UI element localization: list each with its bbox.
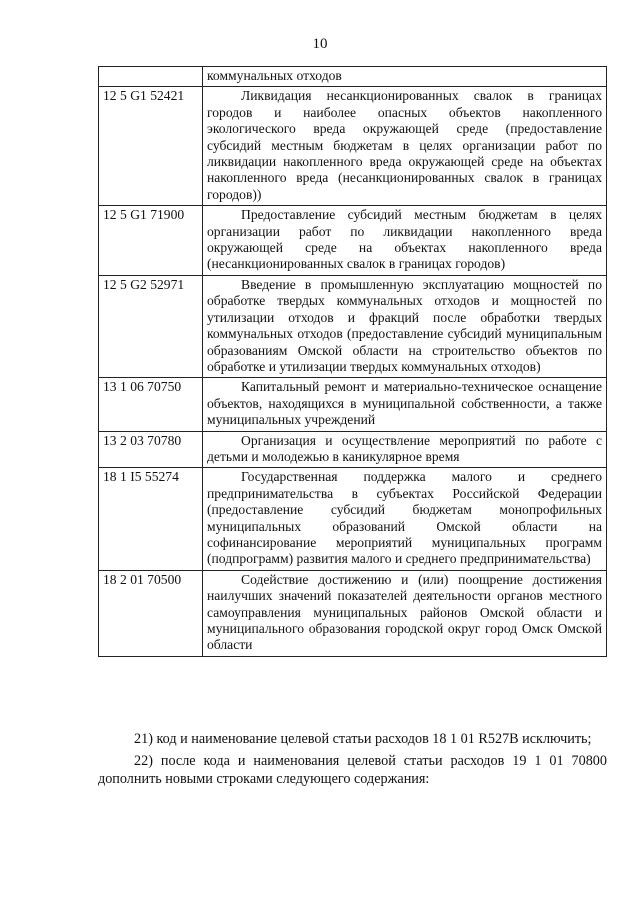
- row-name: Содействие достижению и (или) поощрение достижения наилучших значений показателей деятельности органов местного самоуправления муниципальных районов Омской области и муниципального образования городской округ город Омск Омской области: [203, 570, 607, 656]
- table-row: [99, 275, 607, 377]
- table-row: [99, 67, 607, 87]
- row-name: Предоставление субсидий местным бюджетам в целях организации работ по ликвидации накопленного вреда окружающей среде на объектах накопленного вреда (несанкционированных свалок в границах городов): [203, 206, 607, 276]
- row-code: 18 2 01 70500: [99, 570, 203, 656]
- table-row: [99, 431, 607, 468]
- row-name: Организация и осуществление мероприятий по работе с детьми и молодежью в каникулярное время: [203, 431, 607, 468]
- row-code: 18 1 I5 55274: [99, 468, 203, 570]
- row-code: 13 2 03 70780: [99, 431, 203, 468]
- row-name: Государственная поддержка малого и среднего предпринимательства в субъектах Российской Федерации (предоставление субсидий бюджетам монопрофильных муниципальных образований Омской области на софинансирование мероприятий муниципальных программ (подпрограмм) развития малого и среднего предпринимательства): [203, 468, 607, 570]
- paragraph: 22) после кода и наименования целевой статьи расходов 19 1 01 70800 дополнить новыми строками следующего содержания:: [98, 753, 607, 787]
- paragraph: 21) код и наименование целевой статьи расходов 18 1 01 R527В исключить;: [134, 731, 592, 747]
- amendment-paragraphs: [98, 730, 607, 792]
- page-number: 10: [312, 36, 328, 52]
- row-code: 12 5 G1 71900: [99, 206, 203, 276]
- row-code: [99, 67, 203, 87]
- row-code: 12 5 G2 52971: [99, 275, 203, 377]
- row-code: 13 1 06 70750: [99, 378, 203, 431]
- row-code: 12 5 G1 52421: [99, 87, 203, 206]
- table-row: [99, 378, 607, 431]
- table-row: [99, 87, 607, 206]
- budget-codes-table: [98, 66, 607, 657]
- row-name: Введение в промышленную эксплуатацию мощностей по обработке твердых коммунальных отходов и мощностей по утилизации отходов и фракций после обработки твердых коммунальных отходов (предоставление субсидий муниципальным образованиям Омской области на строительство объектов по обработке и утилизации твердых коммунальных отходов): [203, 275, 607, 377]
- row-name: коммунальных отходов: [203, 67, 607, 87]
- row-name: Ликвидация несанкционированных свалок в границах городов и наиболее опасных объектов накопленного экологического вреда окружающей среде (предоставление субсидий местным бюджетам в целях организации работ по ликвидации накопленного вреда окружающей среде на объектах накопленного вреда (несанкционированных свалок в границах городов)): [203, 87, 607, 206]
- table-row: [99, 468, 607, 570]
- table-row: [99, 206, 607, 276]
- row-name: Капитальный ремонт и материально-техническое оснащение объектов, находящихся в муниципальной собственности, а также муниципальных учреждений: [203, 378, 607, 431]
- table-row: [99, 570, 607, 656]
